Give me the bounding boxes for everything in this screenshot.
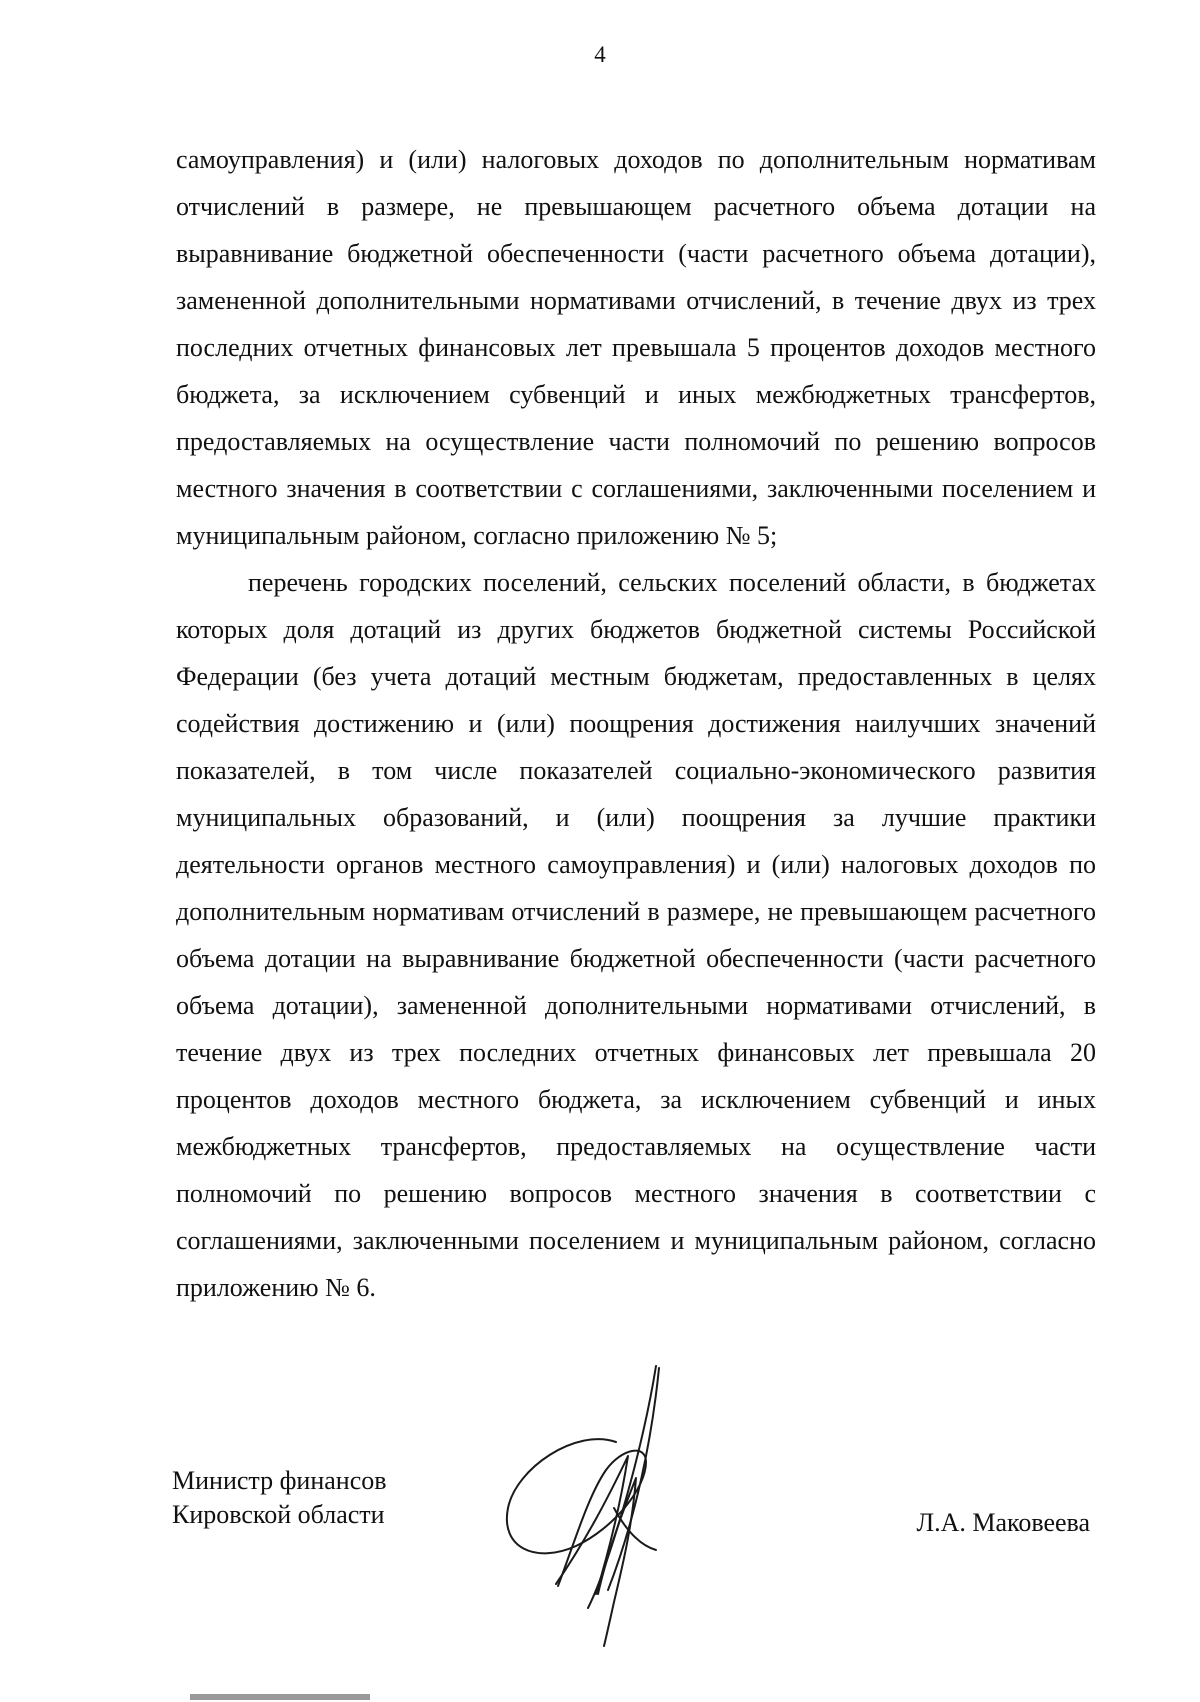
page-number: 4 <box>594 42 606 67</box>
paragraph-list-item: перечень городских поселений, сельских поселений области, в бюджетах которых доля дотаций из других бюджетов бюджетной системы Российской Федерации (без учета дотаций местным бюджетам, предоставленных в целях содействия достижению и (или) поощрения достижения наилучших значений показателей, в том числе показателей социально-экономического развития муниципальных образований, и (или) поощрения за лучшие практики деятельности органов местного самоуправления) и (или) налоговых доходов по дополнительным нормативам отчислений в размере, не превышающем расчетного объема дотации на выравнивание бюджетной обеспеченности (части расчетного объема дотации), замененной дополнительными нормативами отчислений, в течение двух из трех последних отчетных финансовых лет превышала 20 процентов доходов местного бюджета, за исключением субвенций и иных межбюджетных трансфертов, предоставляемых на осуществление части полномочий по решению вопросов местного значения в соответствии с соглашениями, заключенными поселением и муниципальным районом, согласно приложению № 6. <box>176 568 1096 1302</box>
signer-name: Л.А. Маковеева <box>916 1508 1090 1537</box>
scan-edge-artifact <box>190 1694 370 1700</box>
signer-position-line-1: Министр финансов <box>172 1466 387 1495</box>
handwritten-signature-icon <box>496 1358 736 1648</box>
document-body <box>176 136 1096 1311</box>
signer-position <box>172 1464 387 1532</box>
signer-position-line-2: Кировской области <box>172 1500 385 1529</box>
paragraph-continuation: самоуправления) и (или) налоговых доходов по дополнительным нормативам отчислений в размере, не превышающем расчетного объема дотации на выравнивание бюджетной обеспеченности (части расчетного объема дотации), замененной дополнительными нормативами отчислений, в течение двух из трех последних отчетных финансовых лет превышала 5 процентов доходов местного бюджета, за исключением субвенций и иных межбюджетных трансфертов, предоставляемых на осуществление части полномочий по решению вопросов местного значения в соответствии с соглашениями, заключенными поселением и муниципальным районом, согласно приложению № 5; <box>176 145 1096 550</box>
